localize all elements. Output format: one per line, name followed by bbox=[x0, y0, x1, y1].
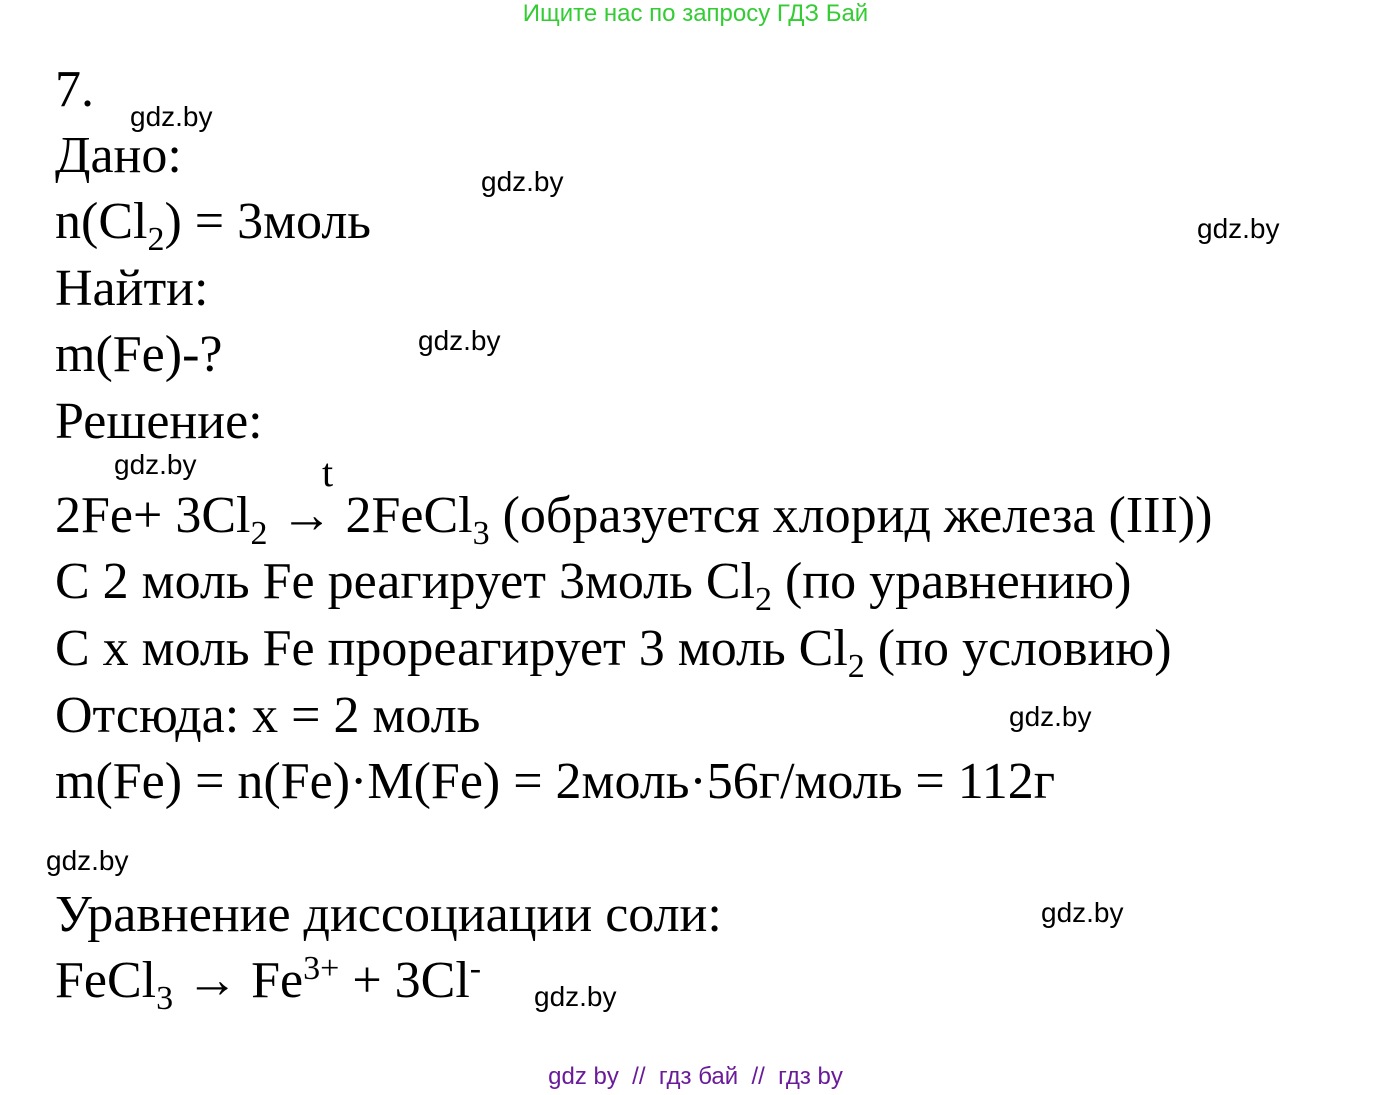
proportion-line-2: С x моль Fe прореагирует 3 моль $Cl_2$ (по условию) bbox=[55, 620, 1172, 685]
watermark: gdz.by bbox=[46, 845, 129, 876]
watermark: gdz.by bbox=[481, 166, 564, 197]
watermark: gdz.by bbox=[1197, 213, 1280, 244]
watermark: gdz.by bbox=[130, 101, 213, 132]
watermark: gdz.by bbox=[1041, 897, 1124, 928]
reaction-equation: $2Fe+ 3Cl_2$ → 2FeCl$_3$ (образуется хлорид железа (III)) bbox=[55, 487, 1213, 552]
solution-label: Решение: bbox=[55, 393, 263, 450]
reaction-condition: t bbox=[322, 450, 334, 495]
dissociation-equation: FeCl$_3$ → $Fe^{3+} + 3Cl^-$ bbox=[55, 950, 482, 1017]
given-label: Дано: bbox=[55, 127, 182, 184]
footer-links: gdz by // гдз бай // гдз by bbox=[548, 1063, 843, 1090]
top-banner: Ищите нас по запросу ГДЗ Бай bbox=[522, 0, 869, 27]
proportion-line-1: С 2 моль Fe реагирует 3моль $Cl_2$ (по уравнению) bbox=[55, 553, 1132, 618]
find-label: Найти: bbox=[55, 260, 209, 317]
given-value: $n(Cl_2)$ = 3моль bbox=[55, 193, 371, 258]
task-number: 7. bbox=[55, 61, 94, 118]
watermark: gdz.by bbox=[534, 981, 617, 1012]
find-value: m(Fe)-? bbox=[55, 326, 223, 383]
watermark: gdz.by bbox=[1009, 701, 1092, 732]
result-x: Отсюда: x = 2 моль bbox=[55, 687, 481, 744]
watermark: gdz.by bbox=[114, 449, 197, 480]
dissociation-label: Уравнение диссоциации соли: bbox=[55, 886, 722, 943]
watermark: gdz.by bbox=[418, 325, 501, 356]
mass-calculation: m(Fe) = n(Fe)·M(Fe) = 2моль·56г/моль = 112г bbox=[55, 753, 1056, 810]
